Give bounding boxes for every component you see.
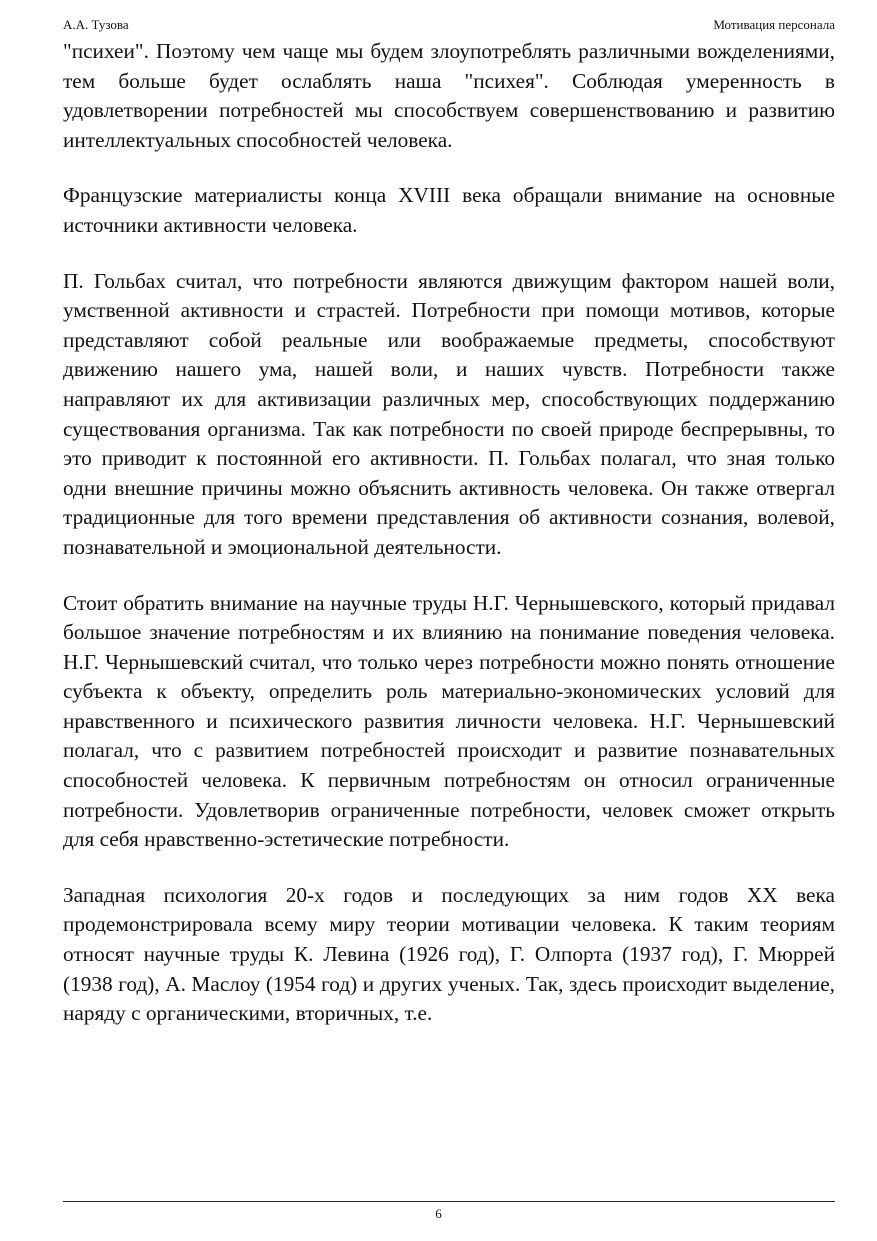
footer-divider xyxy=(63,1201,835,1202)
paragraph: П. Гольбах считал, что потребности являются движущим фактором нашей воли, умственной активности и страстей. Потребности при помощи мотивов, которые представляют собой реальные или воображаемые предметы, способствуют движению нашего ума, нашей воли, и наших чувств. Потребности также направляют их для активизации различных мер, способствующих поддержанию существования организма. Так как потребности по своей природе беспрерывны, то это приводит к постоянной его активности. П. Гольбах полагал, что зная только одни внешние причины можно объяснить активность человека. Он также отвергал традиционные для того времени представления об активности сознания, волевой, познавательной и эмоциональной деятельности. xyxy=(63,268,835,559)
running-header-author: А.А. Тузова xyxy=(63,17,129,32)
paragraph: "психеи". Поэтому чем чаще мы будем злоупотреблять различными вожделениями, тем больше будет ослаблять наша "психея". Соблюдая умеренность в удовлетворении потребностей мы способствуем совершенствованию и развитию интеллектуальных способностей человека. xyxy=(63,39,835,152)
page-number: 6 xyxy=(435,1206,442,1221)
paragraph: Западная психология 20-х годов и последующих за ним годов XX века продемонстрировала всему миру теории мотивации человека. К таким теориям относят научные труды К. Левина (1926 год), Г. Олпорта (1937 год), Г. Мюррей (1938 год), А. Маслоу (1954 год) и других ученых. Так, здесь происходит выделение, наряду с органическими, вторичных, т.е. xyxy=(63,882,835,1026)
running-header-title: Мотивация персонала xyxy=(713,17,835,32)
paragraph: Стоит обратить внимание на научные труды Н.Г. Чернышевского, который придавал большое значение потребностям и их влиянию на понимание поведения человека. Н.Г. Чернышевский считал, что только через потребности можно понять отношение субъекта к объекту, определить роль материально-экономических условий для нравственного и психического развития личности человека. Н.Г. Чернышевский полагал, что с развитием потребностей происходит и развитие познавательных способностей человека. К первичным потребностям он относил ограниченные потребности. Удовлетворив ограниченные потребности, человек сможет открыть для себя нравственно-эстетические потребности. xyxy=(63,590,835,852)
page-body xyxy=(63,37,835,1055)
paragraph: Французские материалисты конца XVIII века обращали внимание на основные источники активности человека. xyxy=(63,183,835,237)
